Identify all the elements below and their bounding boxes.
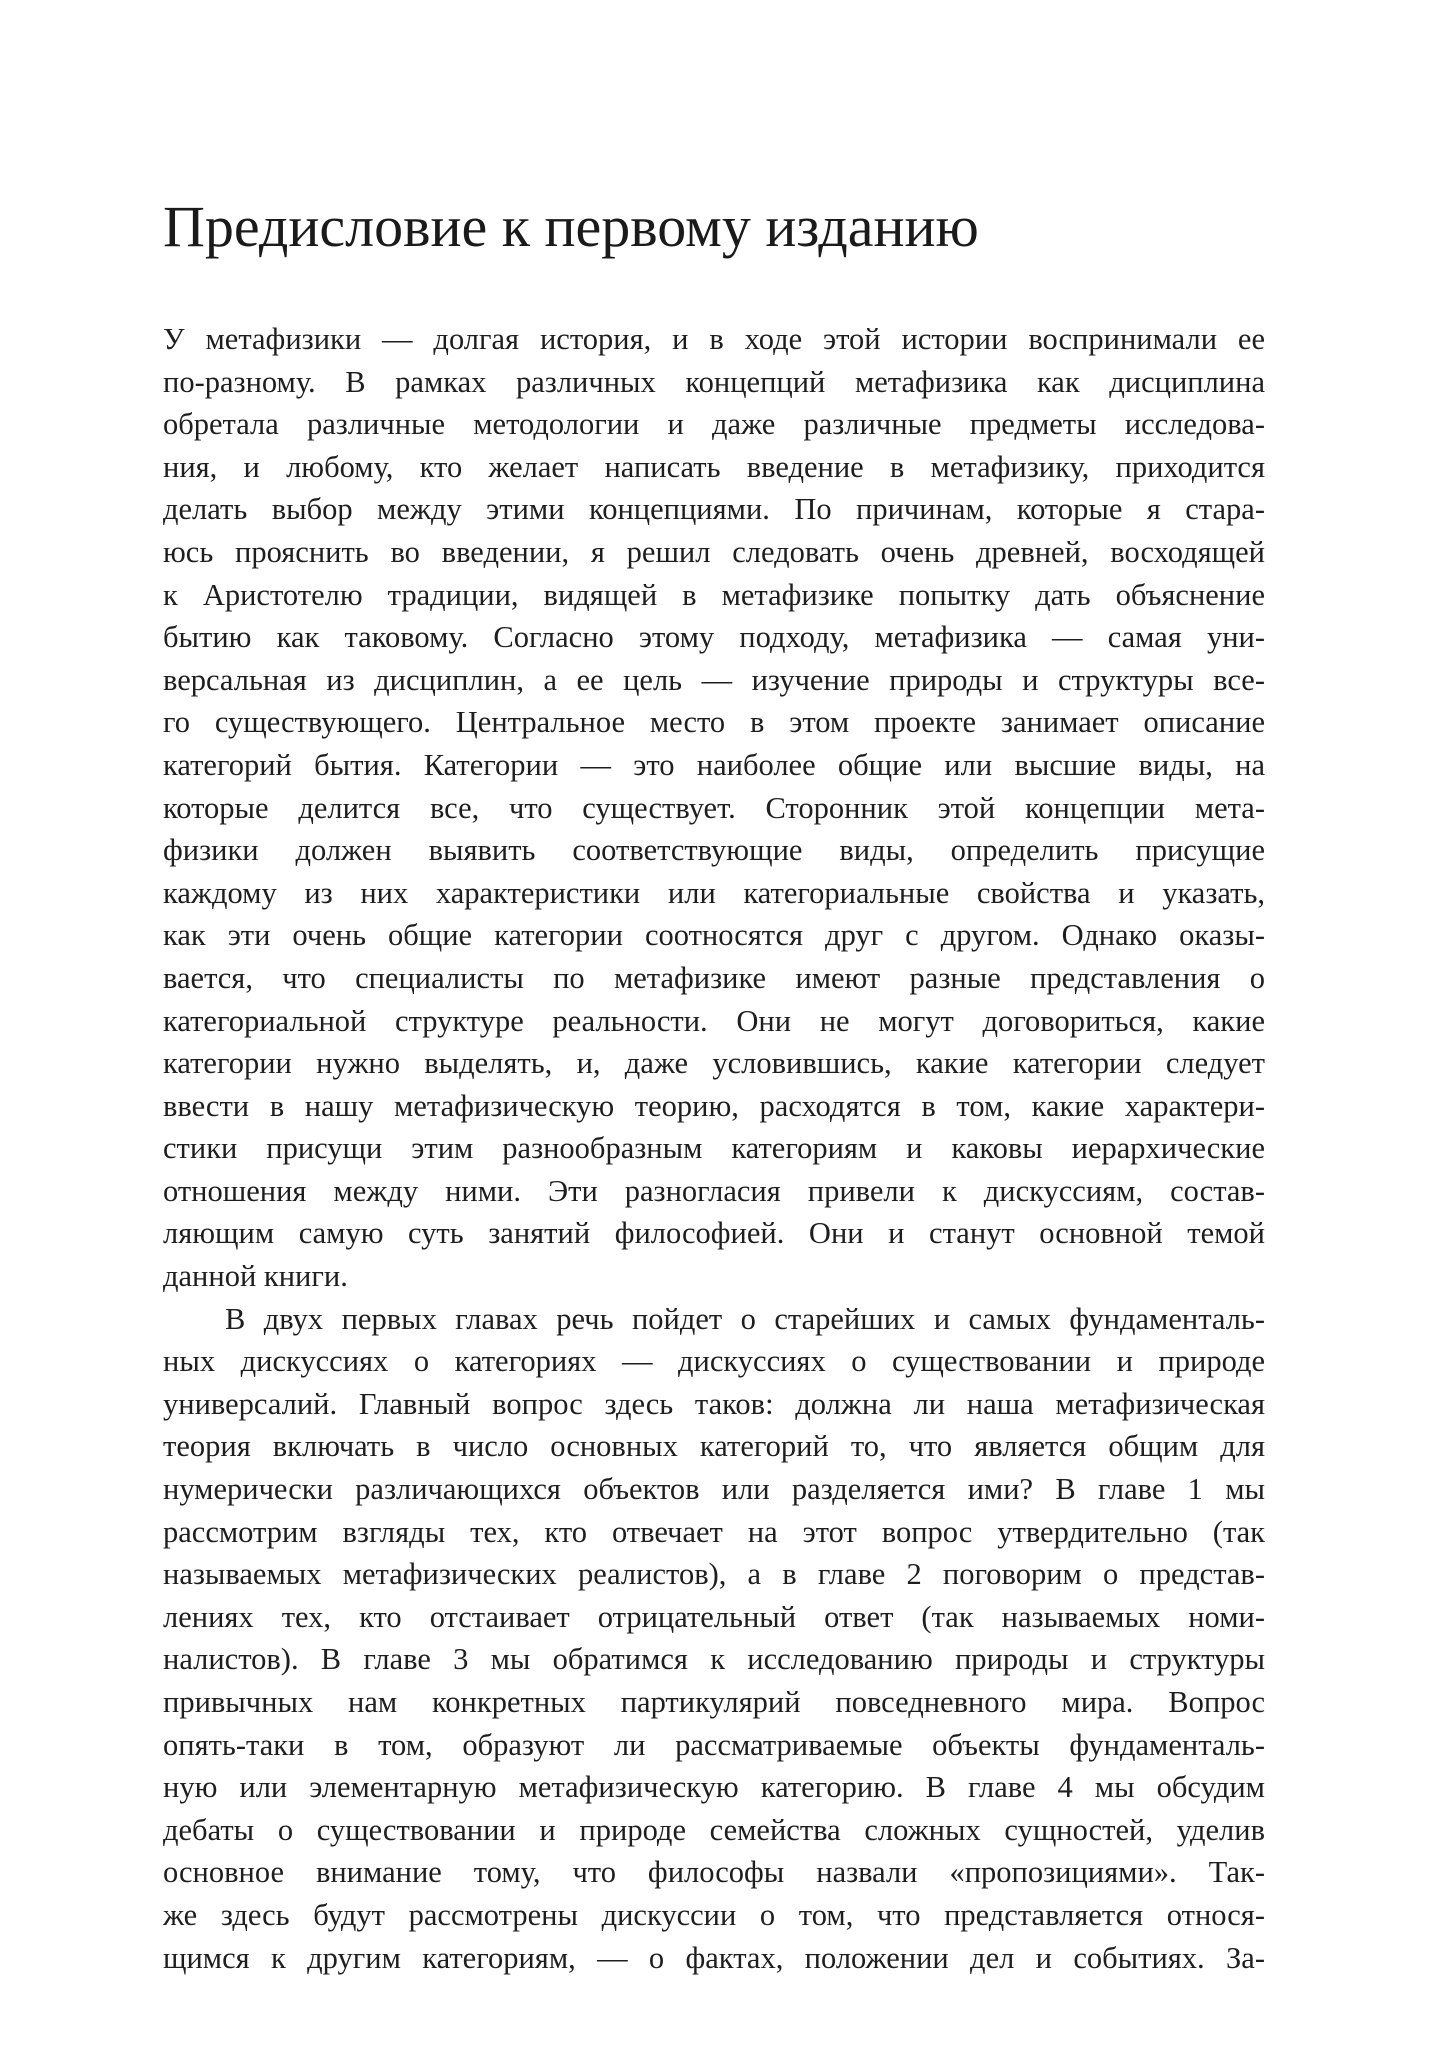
text-line: данной книги. [163,1259,348,1294]
text-line: категорий бытия. Категории — это наиболее общие или высшие виды, на [163,747,1265,782]
text-line: ных дискуссиях о категориях — дискуссиях о существовании и природе [163,1344,1265,1379]
text-line: называемых метафизических реалистов), а в главе 2 поговорим о представ- [163,1557,1265,1592]
text-line: как эти очень общие категории соотносятся друг с другом. Однако оказы- [163,918,1265,953]
text-line: рассмотрим взгляды тех, кто отвечает на этот вопрос утвердительно (так [163,1514,1265,1549]
text-line: бытию как таковому. Согласно этому подходу, метафизика — самая уни- [163,620,1265,655]
text-line: налистов). В главе 3 мы обратимся к исследованию природы и структуры [163,1642,1265,1677]
text-line: ную или элементарную метафизическую категорию. В главе 4 мы обсудим [163,1770,1265,1805]
text-line: же здесь будут рассмотрены дискуссии о том, что представляется относя- [163,1897,1265,1932]
text-line: по-разному. В рамках различных концепций метафизика как дисциплина [163,364,1265,399]
text-line: вается, что специалисты по метафизике имеют разные представления о [163,960,1265,995]
text-line: к Аристотелю традиции, видящей в метафизике попытку дать объяснение [163,577,1265,612]
text-line: ляющим самую суть занятий философией. Они и станут основной темой [163,1216,1265,1251]
text-line: опять-таки в том, образуют ли рассматриваемые объекты фундаменталь- [163,1727,1265,1762]
text-line: основное внимание тому, что философы назвали «пропозициями». Так- [163,1855,1265,1890]
text-line: юсь прояснить во введении, я решил следовать очень древней, восходящей [163,534,1265,569]
text-line: стики присущи этим разнообразным категориям и каковы иерархические [163,1131,1265,1166]
text-line: У метафизики — долгая история, и в ходе этой истории воспринимали ее [163,322,1265,356]
text-line: щимся к другим категориям, — о фактах, положении дел и событиях. За- [163,1940,1265,1975]
text-line: дебаты о существовании и природе семейства сложных сущностей, уделив [163,1812,1265,1847]
text-line: го существующего. Центральное место в этом проекте занимает описание [163,705,1265,740]
text-line: отношения между ними. Эти разногласия привели к дискуссиям, состав- [163,1173,1265,1208]
text-line: нумерически различающихся объектов или разделяется ими? В главе 1 мы [163,1472,1265,1507]
text-line: обретала различные методологии и даже различные предметы исследова- [163,407,1265,442]
text-line: физики должен выявить соответствующие виды, определить присущие [163,833,1265,868]
text-line: лениях тех, кто отстаивает отрицательный ответ (так называемых номи- [163,1599,1265,1634]
text-line: теория включать в число основных категорий то, что является общим для [163,1429,1265,1464]
text-line: В двух первых главах речь пойдет о старейших и самых фундаменталь- [225,1301,1265,1336]
text-line: категориальной структуре реальности. Они не могут договориться, какие [163,1003,1265,1038]
text-line: ввести в нашу метафизическую теорию, расходятся в том, какие характери- [163,1088,1265,1123]
text-line: каждому из них характеристики или категориальные свойства и указать, [163,875,1265,910]
chapter-title: Предисловие к первому изданию [163,194,979,259]
text-line: категории нужно выделять, и, даже условившись, какие категории следует [163,1046,1265,1081]
text-line: версальная из дисциплин, а ее цель — изучение природы и структуры все- [163,662,1265,697]
text-line: привычных нам конкретных партикулярий повседневного мира. Вопрос [163,1685,1265,1719]
paragraph [163,1298,1265,1980]
paragraph [163,318,1265,1298]
text-line: которые делится все, что существует. Сторонник этой концепции мета- [163,790,1265,825]
text-line: универсалий. Главный вопрос здесь таков: должна ли наша метафизическая [163,1386,1265,1421]
text-line: ния, и любому, кто желает написать введение в метафизику, приходится [163,449,1265,484]
text-line: делать выбор между этими концепциями. По причинам, которые я стара- [163,492,1265,527]
body-text [163,318,1265,1979]
